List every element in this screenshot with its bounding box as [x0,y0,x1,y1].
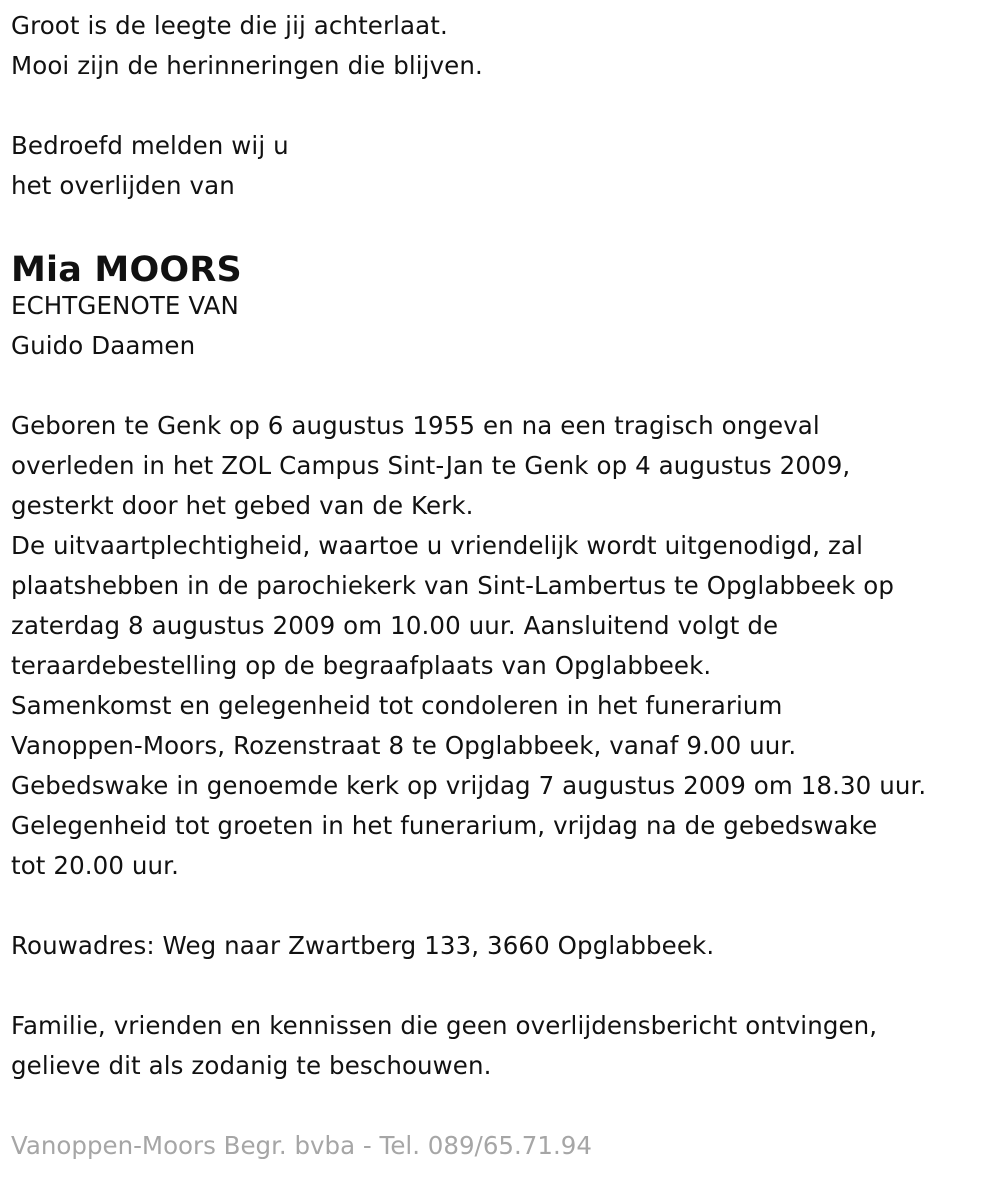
announcement-line: het overlijden van [11,171,235,200]
body-line: Samenkomst en gelegenheid tot condoleren in het funerarium [11,691,783,720]
body-line: Geboren te Genk op 6 augustus 1955 en na een tragisch ongeval [11,411,820,440]
body-line: Vanoppen-Moors, Rozenstraat 8 te Opglabbeek, vanaf 9.00 uur. [11,731,797,760]
poem [11,6,996,86]
mourning-address: Rouwadres: Weg naar Zwartberg 133, 3660 Opglabbeek. [11,931,715,960]
closing-line: Familie, vrienden en kennissen die geen overlijdensbericht ontvingen, [11,1011,878,1040]
announcement [11,126,996,206]
closing [11,1006,996,1086]
spacer [11,1086,996,1126]
spacer [11,886,996,926]
spacer [11,206,996,246]
body-line: gesterkt door het gebed van de Kerk. [11,491,474,520]
spacer [11,86,996,126]
body-line: teraardebestelling op de begraafplaats van Opglabbeek. [11,651,712,680]
body-line: plaatshebben in de parochiekerk van Sint-Lambertus te Opglabbeek op [11,571,895,600]
body-line: overleden in het ZOL Campus Sint-Jan te Genk op 4 augustus 2009, [11,451,851,480]
poem-line: Mooi zijn de herinneringen die blijven. [11,51,483,80]
funeral-home-footer: Vanoppen-Moors Begr. bvba - Tel. 089/65.71.94 [11,1131,592,1160]
body-line: De uitvaartplechtigheid, waartoe u vriendelijk wordt uitgenodigd, zal [11,531,864,560]
deceased-block [11,246,996,366]
spacer [11,366,996,406]
deceased-name: Mia MOORS [11,250,242,290]
body-line: tot 20.00 uur. [11,851,179,880]
body-line: zaterdag 8 augustus 2009 om 10.00 uur. Aansluitend volgt de [11,611,779,640]
announcement-line: Bedroefd melden wij u [11,131,289,160]
spacer [11,966,996,1006]
poem-line: Groot is de leegte die jij achterlaat. [11,11,448,40]
details-body [11,406,996,886]
spouse-name: Guido Daamen [11,331,196,360]
closing-line: gelieve dit als zodanig te beschouwen. [11,1051,492,1080]
obituary-notice [11,6,996,1166]
relation-label: ECHTGENOTE VAN [11,291,239,320]
body-line: Gelegenheid tot groeten in het funerarium, vrijdag na de gebedswake [11,811,878,840]
body-line: Gebedswake in genoemde kerk op vrijdag 7 augustus 2009 om 18.30 uur. [11,771,927,800]
